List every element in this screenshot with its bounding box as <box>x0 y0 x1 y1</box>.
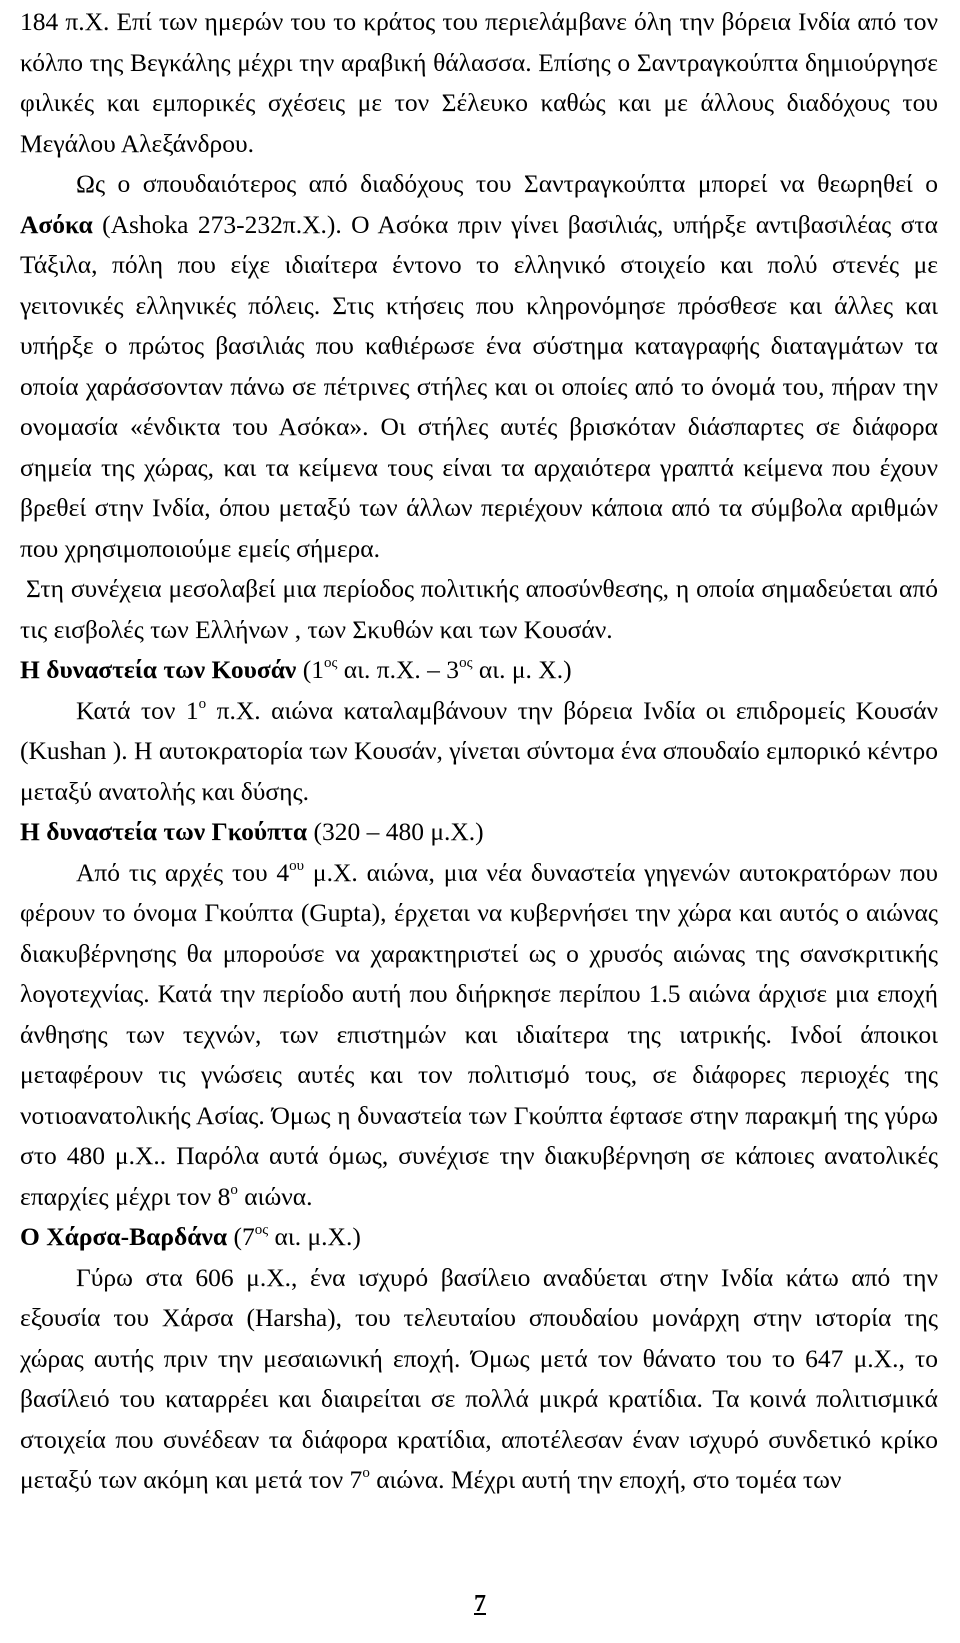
paragraph-gupta: Από τις αρχές του $4^{o\upsilon}$ μ.Χ. αιώνα, μια νέα δυναστεία γηγενών αυτοκρατόρων που φέρουν το όνομα Γκούπτα (Gupta), έρχεται να κυβερνήσει την χώρα και αυτός ο αιώνας διακυβέρνησης θα μπορούσε να χαρακτηριστεί ως ο χρυσός αιώνας της σανσκριτικής λογοτεχνίας. Κατά την περίοδο αυτή που διήρκησε περίπου 1.5 αιώνα άρχισε μια εποχή άνθησης των τεχνών, των επιστημών και ιδιαίτερα της ιατρικής. Ινδοί άποικοι μεταφέρουν τις γνώσεις αυτές και τον πολιτισμό τους, σε διάφορες περιοχές της νοτιοανατολικής Ασίας. Όμως η δυναστεία των Γκούπτα έφτασε στην παρακμή της γύρω στο 480 μ.Χ.. Παρόλα αυτά όμως, συνέχισε την διακυβέρνηση σε κάποιες ανατολικές επαρχίες μέχρι τον $8^o$ αιώνα. <box>20 857 938 1211</box>
heading-kushan: Η δυναστεία των Κουσάν ($1^{o\varsigma}$ αι. π.Χ. – $3^{o\varsigma}$ αι. μ. Χ.) <box>20 655 572 684</box>
page-number: 7 <box>474 1591 486 1617</box>
paragraph-kushan: Κατά τον $1^o$ π.Χ. αιώνα καταλαμβάνουν την βόρεια Ινδία οι επιδρομείς Κουσάν (Kushan ). Η αυτοκρατορία των Κουσάν, γίνεται σύντομα ένα σπουδαίο εμπορικό κέντρο μεταξύ ανατολής και δύσης. <box>20 695 939 806</box>
heading-harsha: Ο Χάρσα-Βαρδάνα ($7^{o\varsigma}$ αι. μ.Χ.) <box>20 1222 361 1251</box>
paragraph-decomposition: Στη συνέχεια μεσολαβεί μια περίοδος πολιτικής αποσύνθεσης, η οποία σημαδεύεται από τις εισβολές των Ελλήνων , των Σκυθών και των Κουσάν. <box>20 574 938 644</box>
paragraph-chandragupta: 184 π.Χ. Επί των ημερών του το κράτος του περιελάμβανε όλη την βόρεια Ινδία από τον κόλπο της Βεγκάλης μέχρι την αραβική θάλασσα. Επίσης ο Σαντραγκούπτα δημιούργησε φιλικές και εμπορικές σχέσεις με τον Σέλευκο καθώς και με άλλους διαδόχους του Μεγάλου Αλεξάνδρου. <box>20 7 938 158</box>
paragraph-harsha: Γύρω στα 606 μ.Χ., ένα ισχυρό βασίλειο αναδύεται στην Ινδία κάτω από την εξουσία του Χάρσα (Harsha), του τελευταίου σπουδαίου μονάρχη στην ιστορία της χώρας αυτής πριν την μεσαιωνική εποχή. Όμως μετά τον θάνατο του το 647 μ.Χ., το βασίλειό του καταρρέει και διαιρείται σε πολλά μικρά κρατίδια. Τα κοινά πολιτισμικά στοιχεία που συνέδεαν τα διάφορα κρατίδια, αποτέλεσαν έναν ισχυρό συνδετικό κρίκο μεταξύ των ακόμη και μετά τον $7^o$ αιώνα. Μέχρι αυτή την εποχή, στο τομέα των <box>20 1262 938 1494</box>
body-text <box>20 2 938 1501</box>
paragraph-ashoka: Ως ο σπουδαιότερος από διαδόχους του Σαντραγκούπτα μπορεί να θεωρηθεί ο Ασόκα (Ashoka 273-232π.Χ.). Ο Ασόκα πριν γίνει βασιλιάς, υπήρξε αντιβασιλέας στα Τάξιλα, πόλη που είχε ιδιαίτερα έντονο το ελληνικό στοιχείο και πολύ στενές με γειτονικές ελληνικές πόλεις. Στις κτήσεις που κληρονόμησε πρόσθεσε και άλλες και υπήρξε ο πρώτος βασιλιάς που καθιέρωσε ένα σύστημα καταγραφής διαταγμάτων τα οποία χαράσσονταν πάνω σε πέτρινες στήλες και οι οποίες από το όνομά του, πήραν την ονομασία «ένδικτα του Ασόκα». Οι στήλες αυτές βρισκόταν διάσπαρτες σε διάφορα σημεία της χώρας, και τα κείμενα τους είναι τα αρχαιότερα γραπτά κείμενα που έχουν βρεθεί στην Ινδία, όπου μεταξύ των άλλων περιέχουν κάποια από τα σύμβολα αριθμών που χρησιμοποιούμε εμείς σήμερα. <box>20 169 938 563</box>
heading-gupta: Η δυναστεία των Γκούπτα (320 – 480 μ.Χ.) <box>20 817 484 846</box>
ashoka-name: Ασόκα <box>20 209 93 239</box>
